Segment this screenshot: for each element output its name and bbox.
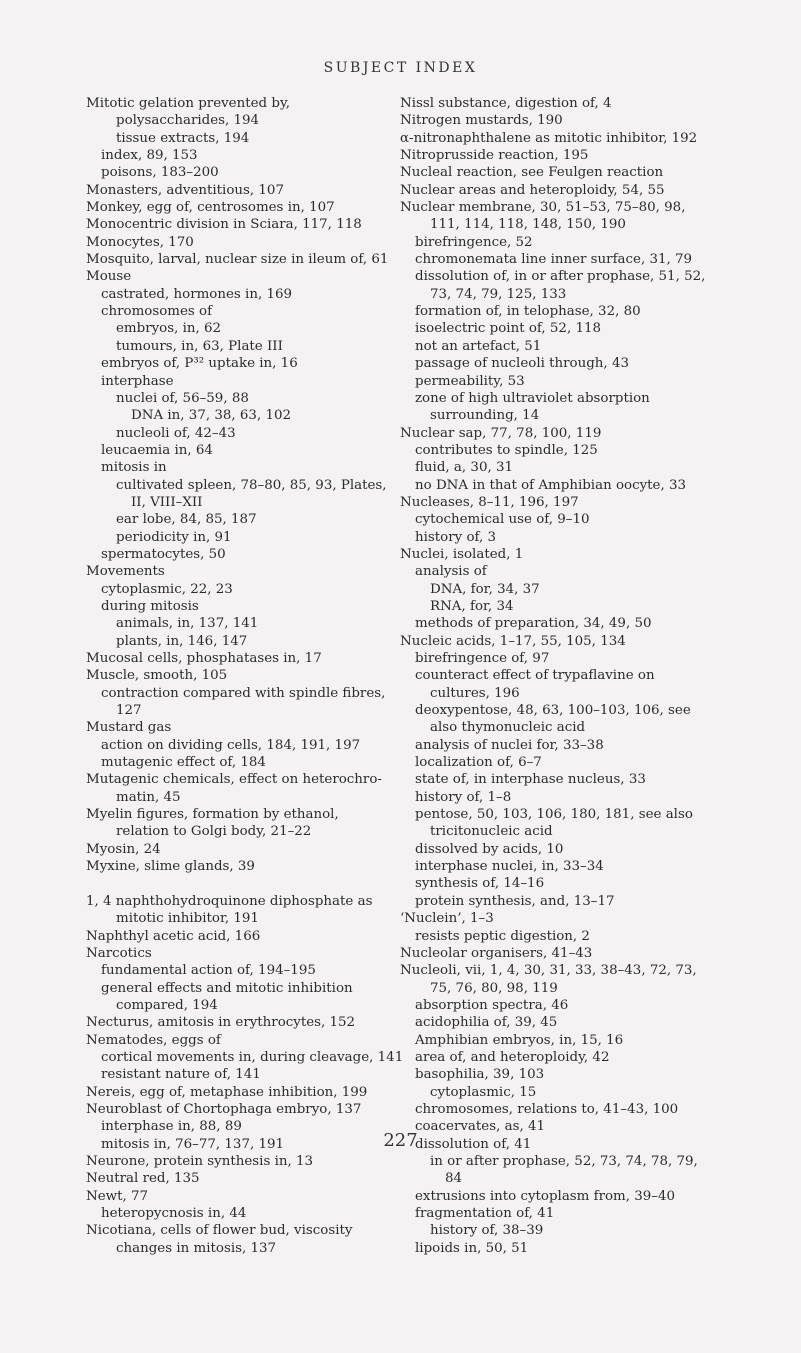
index-entry: during mitosis [101, 598, 199, 614]
index-entry: fluid, a, 30, 31 [415, 460, 514, 476]
index-entry: lipoids in, 50, 51 [415, 1240, 529, 1256]
index-entry: compared, 194 [116, 997, 218, 1013]
index-entry: formation of, in telophase, 32, 80 [415, 304, 641, 320]
index-entry: 127 [116, 703, 142, 719]
index-entry: animals, in, 137, 141 [116, 616, 259, 632]
index-entry: matin, 45 [116, 789, 181, 805]
index-entry: Amphibian embryos, in, 15, 16 [415, 1032, 624, 1048]
index-entry: basophilia, 39, 103 [415, 1067, 545, 1083]
index-entry: interphase in, 88, 89 [101, 1119, 242, 1135]
index-entry: Monkey, egg of, centrosomes in, 107 [86, 200, 335, 216]
index-entry: zone of high ultraviolet absorption [415, 390, 650, 406]
index-entry: ear lobe, 84, 85, 187 [116, 512, 257, 528]
index-entry: DNA in, 37, 38, 63, 102 [131, 408, 292, 424]
index-entry: mitosis in [101, 460, 167, 476]
index-entry: deoxypentose, 48, 63, 100–103, 106, see [415, 703, 691, 719]
index-entry: mitotic inhibitor, 191 [116, 911, 259, 927]
index-entry: analysis of [415, 564, 487, 580]
index-entry: fundamental action of, 194–195 [101, 963, 316, 979]
index-entry: RNA, for, 34 [430, 598, 514, 614]
right-index-column [400, 95, 736, 1257]
index-entry: index, 89, 153 [101, 148, 198, 164]
index-entry: 84 [445, 1171, 463, 1187]
index-entry: relation to Golgi body, 21–22 [116, 824, 312, 840]
index-entry: coacervates, as, 41 [415, 1119, 546, 1135]
index-entry: history of, 3 [415, 529, 497, 545]
index-entry: protein synthesis, and, 13–17 [415, 893, 615, 909]
index-entry: dissolution of, 41 [415, 1136, 532, 1152]
index-entry: history of, 1–8 [415, 789, 512, 805]
index-entry: cytoplasmic, 15 [430, 1084, 537, 1100]
index-entry: Nitrogen mustards, 190 [400, 113, 563, 129]
index-entry: DNA, for, 34, 37 [430, 581, 540, 597]
index-entry: 1, 4 naphthohydroquinone diphosphate as [86, 893, 373, 909]
index-entry: poisons, 183–200 [101, 165, 219, 181]
index-entry: chromosomes of [101, 304, 213, 320]
index-entry: history of, 38–39 [430, 1223, 544, 1239]
index-entry: Necturus, amitosis in erythrocytes, 152 [86, 1015, 356, 1031]
index-entry: Nucleoli, vii, 1, 4, 30, 31, 33, 38–43, 72, 73, [400, 963, 697, 979]
index-entry: extrusions into cytoplasm from, 39–40 [415, 1188, 676, 1204]
index-gap [86, 875, 411, 892]
index-entry: surrounding, 14 [430, 408, 540, 424]
index-entry: Monocentric division in Sciara, 117, 118 [86, 217, 362, 233]
index-entry: birefringence of, 97 [415, 651, 550, 666]
index-entry: birefringence, 52 [415, 234, 533, 250]
index-entry: resists peptic digestion, 2 [415, 928, 590, 944]
index-entry: Mitotic gelation prevented by, [86, 96, 290, 111]
index-entry: contraction compared with spindle fibres, [101, 685, 386, 701]
index-entry: general effects and mitotic inhibition [101, 980, 353, 996]
index-entry: synthesis of, 14–16 [415, 876, 545, 892]
index-entry: cultivated spleen, 78–80, 85, 93, Plates, [116, 477, 387, 493]
index-entry: Nereis, egg of, metaphase inhibition, 199 [86, 1084, 368, 1100]
index-entry: 75, 76, 80, 98, 119 [430, 980, 558, 996]
index-entry: Nissl substance, digestion of, 4 [400, 96, 612, 111]
index-entry: Naphthyl acetic acid, 166 [86, 928, 261, 944]
index-entry: ‘Nuclein’, 1–3 [400, 911, 494, 927]
index-entry: analysis of nuclei for, 33–38 [415, 737, 604, 753]
index-entry: periodicity in, 91 [116, 529, 232, 545]
index-entry: Nuclear membrane, 30, 51–53, 75–80, 98, [400, 200, 686, 216]
index-entry: Nicotiana, cells of flower bud, viscosity [86, 1223, 353, 1239]
index-entry: embryos of, P³² uptake in, 16 [101, 356, 298, 372]
index-entry: chromonemata line inner surface, 31, 79 [415, 252, 693, 268]
index-entry: α-nitronaphthalene as mitotic inhibitor, 192 [400, 130, 698, 146]
index-entry: counteract effect of trypaflavine on [415, 668, 655, 684]
index-entry: resistant nature of, 141 [101, 1067, 261, 1083]
index-entry: Nuclear areas and heteroploidy, 54, 55 [400, 182, 665, 198]
index-entry: castrated, hormones in, 169 [101, 286, 293, 302]
index-entry: dissolution of, in or after prophase, 51, 52, [415, 269, 706, 285]
index-entry: permeability, 53 [415, 373, 525, 389]
index-entry: nucleoli of, 42–43 [116, 425, 236, 441]
index-entry: 73, 74, 79, 125, 133 [430, 286, 567, 302]
index-entry: II, VIII–XII [131, 494, 203, 510]
index-entry: cultures, 196 [430, 685, 520, 701]
index-entry: Nuclear sap, 77, 78, 100, 119 [400, 425, 602, 441]
index-entry: action on dividing cells, 184, 191, 197 [101, 737, 361, 753]
index-entry: Nematodes, eggs of [86, 1032, 221, 1048]
index-entry: in or after prophase, 52, 73, 74, 78, 79, [430, 1153, 698, 1169]
index-entry: Myosin, 24 [86, 841, 161, 857]
index-entry: pentose, 50, 103, 106, 180, 181, see also [415, 807, 693, 823]
index-entry: Nucleases, 8–11, 196, 197 [400, 494, 579, 510]
index-entry: changes in mitosis, 137 [116, 1240, 277, 1256]
index-entry: state of, in interphase nucleus, 33 [415, 772, 646, 788]
index-entry: Narcotics [86, 945, 152, 961]
index-entry: heteropycnosis in, 44 [101, 1206, 247, 1221]
index-entry: tissue extracts, 194 [116, 130, 250, 146]
index-entry: embryos, in, 62 [116, 321, 222, 337]
index-entry: mutagenic effect of, 184 [101, 755, 266, 771]
index-entry: Nucleal reaction, see Feulgen reaction [400, 165, 664, 181]
index-entry: tumours, in, 63, Plate III [116, 338, 283, 354]
index-entry: Mustard gas [86, 720, 172, 736]
index-entry: Monasters, adventitious, 107 [86, 182, 284, 198]
index-entry: cytochemical use of, 9–10 [415, 512, 590, 528]
left-index-column [86, 95, 411, 1257]
index-entry: localization of, 6–7 [415, 755, 542, 771]
index-entry: cortical movements in, during cleavage, 141 [101, 1049, 404, 1065]
index-entry: isoelectric point of, 52, 118 [415, 321, 602, 337]
index-entry: mitosis in, 76–77, 137, 191 [101, 1136, 285, 1152]
running-header: SUBJECT INDEX [323, 60, 478, 76]
index-entry: Mutagenic chemicals, effect on heterochro- [86, 772, 382, 788]
index-entry: Monocytes, 170 [86, 234, 194, 250]
index-entry: Nucleic acids, 1–17, 55, 105, 134 [400, 633, 626, 649]
index-entry: absorption spectra, 46 [415, 997, 569, 1013]
index-entry: methods of preparation, 34, 49, 50 [415, 616, 652, 632]
index-entry: Myxine, slime glands, 39 [86, 859, 255, 875]
index-entry: Mosquito, larval, nuclear size in ileum of, 61 [86, 252, 389, 268]
index-entry: acidophilia of, 39, 45 [415, 1015, 558, 1031]
index-entry: tricitonucleic acid [430, 824, 553, 840]
index-entry: Neuroblast of Chortophaga embryo, 137 [86, 1101, 362, 1117]
index-entry: spermatocytes, 50 [101, 546, 226, 562]
index-entry: Movements [86, 564, 165, 580]
index-entry: Mucosal cells, phosphatases in, 17 [86, 651, 322, 666]
page-number: 227 [383, 1130, 418, 1151]
index-entry: fragmentation of, 41 [415, 1206, 555, 1221]
index-entry: Neurone, protein synthesis in, 13 [86, 1153, 314, 1169]
index-entry: leucaemia in, 64 [101, 442, 213, 458]
index-entry: passage of nucleoli through, 43 [415, 356, 629, 372]
index-entry: not an artefact, 51 [415, 338, 542, 354]
index-entry: interphase nuclei, in, 33–34 [415, 859, 604, 875]
index-entry: interphase [101, 373, 174, 389]
index-entry: area of, and heteroploidy, 42 [415, 1049, 610, 1065]
index-entry: also thymonucleic acid [430, 720, 586, 736]
index-entry: Nucleolar organisers, 41–43 [400, 945, 593, 961]
index-entry: Muscle, smooth, 105 [86, 668, 228, 684]
index-entry: polysaccharides, 194 [116, 113, 260, 129]
index-entry: plants, in, 146, 147 [116, 633, 248, 649]
index-entry: Nitroprusside reaction, 195 [400, 148, 589, 164]
index-entry: Newt, 77 [86, 1188, 149, 1204]
index-entry: dissolved by acids, 10 [415, 841, 564, 857]
index-entry: Nuclei, isolated, 1 [400, 546, 524, 562]
index-entry: no DNA in that of Amphibian oocyte, 33 [415, 477, 686, 493]
index-entry: cytoplasmic, 22, 23 [101, 581, 233, 597]
index-entry: Neutral red, 135 [86, 1171, 200, 1187]
index-entry: contributes to spindle, 125 [415, 442, 598, 458]
index-entry: Myelin figures, formation by ethanol, [86, 807, 339, 823]
index-entry: chromosomes, relations to, 41–43, 100 [415, 1101, 679, 1117]
index-entry: 111, 114, 118, 148, 150, 190 [430, 217, 626, 233]
index-entry: Mouse [86, 269, 132, 285]
index-entry: nuclei of, 56–59, 88 [116, 390, 249, 406]
